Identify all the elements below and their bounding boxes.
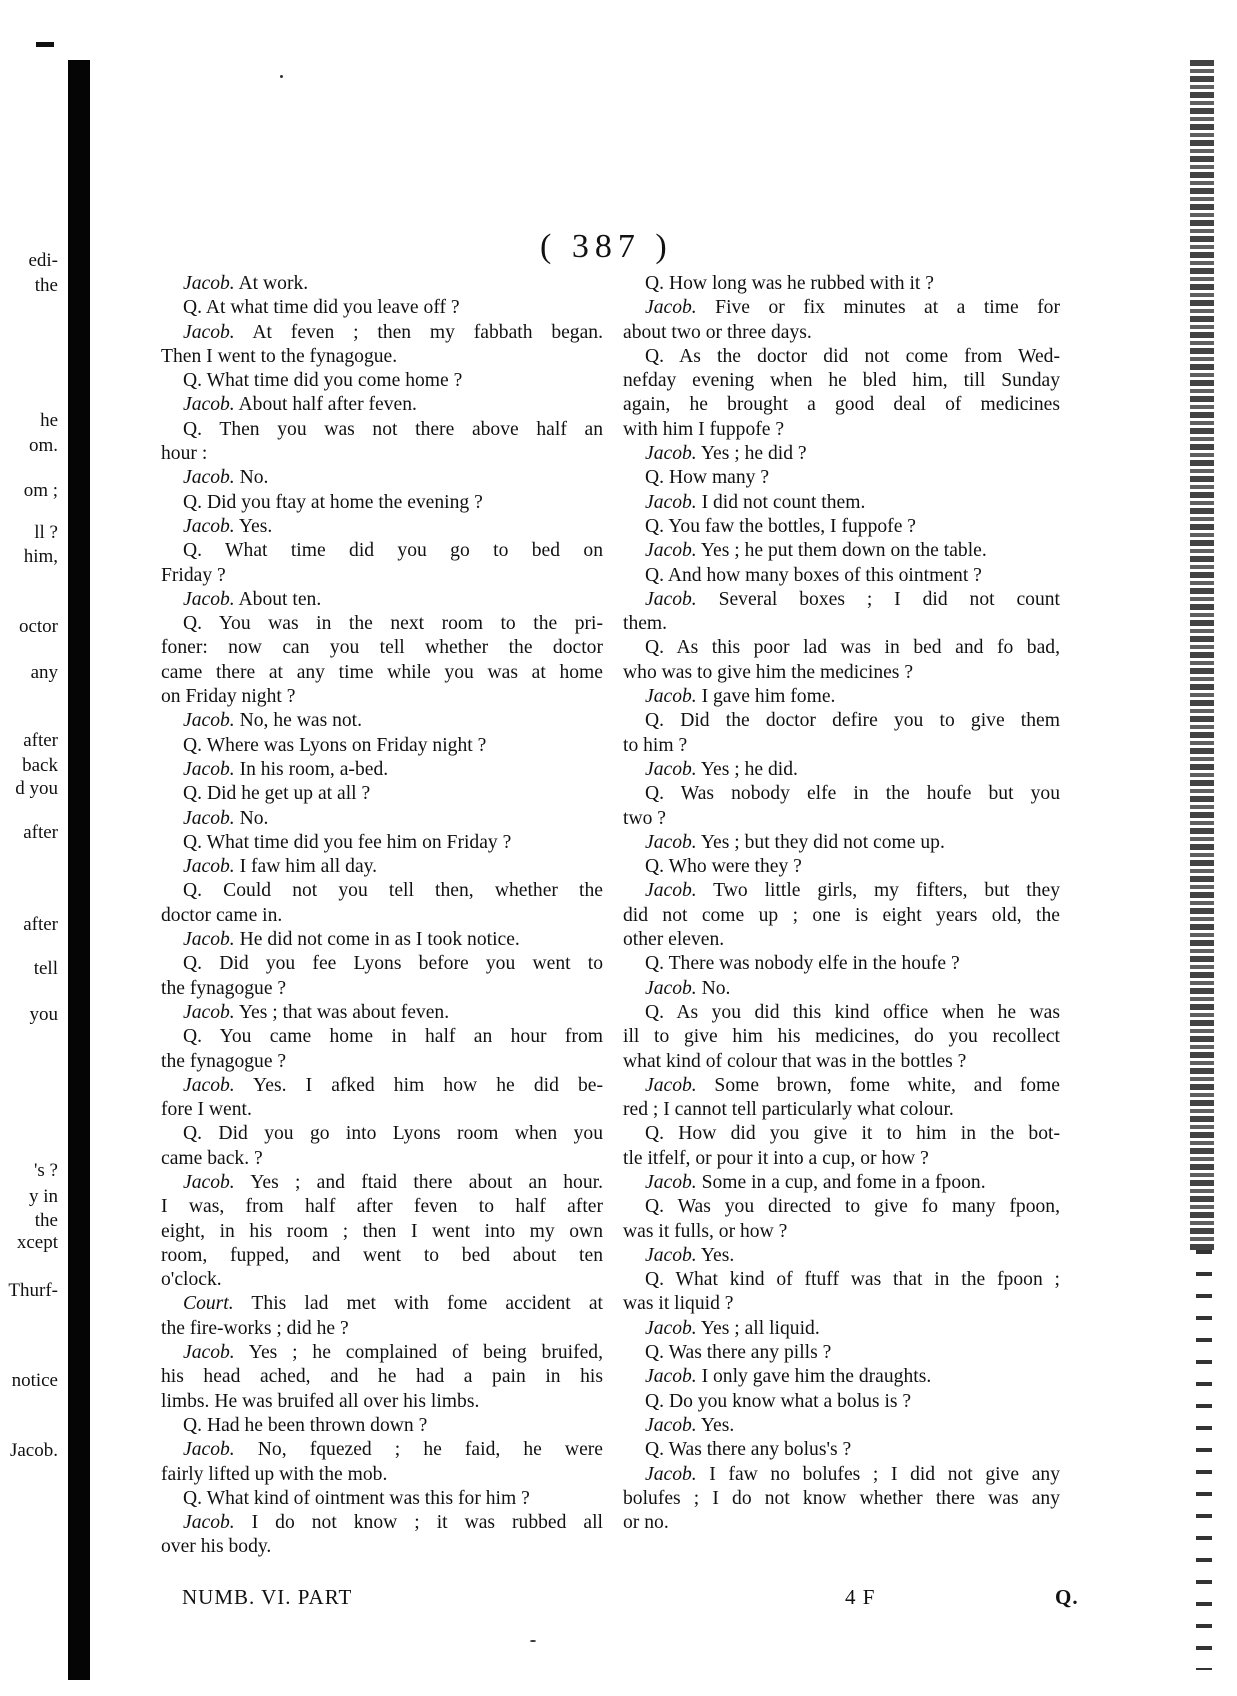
text-line: the fynagogue ? — [161, 977, 287, 999]
text-line: Q. Was there any bolus's ? — [645, 1439, 852, 1461]
text-line: Jacob. I did not count them. — [645, 491, 866, 513]
text-line: other eleven. — [623, 929, 725, 951]
margin-fragment: him, — [23, 546, 58, 567]
speaker-label: Jacob. — [645, 1171, 697, 1193]
text-line: the fire-works ; did he ? — [161, 1317, 349, 1339]
text-line: Friday ? — [161, 564, 226, 586]
text-line: bolufes ; I do not know whether there was any — [623, 1487, 1060, 1509]
text-line: ill to give him his medicines, do you recollect — [623, 1026, 1060, 1048]
text-line: Jacob. He did not come in as I took notice. — [183, 929, 520, 951]
text-line: Jacob. Yes ; he did ? — [645, 443, 807, 465]
text-line: Jacob. About half after feven. — [183, 394, 417, 416]
text-line: Court. This lad met with fome accident at — [183, 1293, 603, 1315]
text-line: Q. Could not you tell then, whether the — [183, 880, 603, 902]
speaker-label: Court. — [183, 1293, 234, 1315]
speaker-label: Jacob. — [183, 929, 235, 951]
margin-fragment: d you — [15, 778, 58, 799]
text-line: Q. Where was Lyons on Friday night ? — [183, 734, 487, 756]
page-number: ( 387 ) — [540, 228, 673, 265]
text-line: two ? — [623, 807, 666, 829]
text-line: was it fulls, or how ? — [623, 1220, 788, 1242]
text-line: Jacob. I faw no bolufes ; I did not give any — [645, 1463, 1060, 1485]
margin-fragment: back — [22, 755, 58, 776]
margin-fragment: om ; — [23, 480, 58, 501]
speaker-label: Jacob. — [183, 1342, 235, 1364]
margin-fragment: edi- — [28, 250, 58, 271]
text-line: Jacob. I faw him all day. — [183, 856, 378, 878]
text-line: Q. How long was he rubbed with it ? — [645, 273, 934, 294]
text-line: Q. You came home in half an hour from — [183, 1026, 603, 1048]
text-line: Jacob. I only gave him the draughts. — [645, 1366, 932, 1388]
text-line: fore I went. — [161, 1099, 252, 1121]
text-line: was it liquid ? — [623, 1293, 734, 1315]
binding-gutter — [68, 60, 90, 1680]
text-line: Jacob. I do not know ; it was rubbed all — [183, 1512, 603, 1534]
speaker-label: Jacob. — [645, 1366, 697, 1388]
text-line: Q. Did you go into Lyons room when you — [183, 1123, 603, 1145]
text-line: came back. ? — [161, 1147, 263, 1169]
text-line: Q. Was nobody elfe in the houfe but you — [645, 783, 1060, 805]
text-line: o'clock. — [161, 1269, 222, 1291]
text-line: limbs. He was bruifed all over his limbs. — [161, 1390, 480, 1412]
speaker-label: Jacob. — [645, 880, 697, 902]
text-line: hour : — [161, 443, 208, 465]
text-line: over his body. — [161, 1536, 272, 1558]
text-line: did not come up ; one is eight years old, the — [623, 904, 1060, 926]
text-line: Q. Who were they ? — [645, 856, 802, 878]
margin-fragment: after — [23, 730, 58, 751]
text-line: them. — [623, 613, 668, 635]
speaker-label: Jacob. — [183, 807, 235, 829]
text-line: Q. As you did this kind office when he was — [645, 1001, 1060, 1023]
text-line: nefday evening when he bled him, till Sunday — [623, 370, 1060, 392]
margin-fragment: Jacob. — [9, 1440, 58, 1461]
margin-fragment: octor — [18, 616, 58, 637]
left-column — [161, 272, 603, 1560]
text-line: Q. At what time did you leave off ? — [183, 297, 460, 319]
right-column — [623, 272, 1060, 1535]
text-line: Jacob. Yes. — [645, 1414, 735, 1436]
margin-fragment: you — [29, 1004, 58, 1025]
text-line: Q. Had he been thrown down ? — [183, 1414, 428, 1436]
speaker-label: Jacob. — [183, 1074, 235, 1096]
text-line: Q. And how many boxes of this ointment ? — [645, 564, 982, 586]
text-line: Q. Was you directed to give fo many fpoon, — [645, 1196, 1060, 1218]
text-line: Jacob. Yes. — [183, 515, 273, 537]
text-line: Jacob. Yes ; but they did not come up. — [645, 831, 945, 853]
text-line: Q. As the doctor did not come from Wed- — [645, 345, 1060, 367]
text-line: room, fupped, and went to bed about ten — [161, 1244, 603, 1266]
speaker-label: Jacob. — [183, 394, 235, 416]
text-line: Q. What time did you go to bed on — [183, 540, 603, 562]
text-line: fairly lifted up with the mob. — [161, 1463, 388, 1485]
text-line: Jacob. No, he was not. — [183, 710, 363, 732]
text-line: Then I went to the fynagogue. — [161, 345, 398, 367]
text-line: to him ? — [623, 734, 688, 756]
speaker-label: Jacob. — [183, 273, 235, 294]
text-line: Jacob. Some brown, fome white, and fome — [645, 1074, 1060, 1096]
speaker-label: Jacob. — [183, 1171, 235, 1193]
text-line: Jacob. No. — [183, 467, 269, 489]
margin-fragment: 's ? — [33, 1160, 58, 1181]
speaker-label: Jacob. — [645, 588, 697, 610]
text-line: doctor came in. — [161, 904, 283, 926]
speaker-label: Jacob. — [645, 1244, 697, 1266]
text-line: Jacob. At work. — [183, 273, 309, 294]
text-line: Q. What kind of ftuff was that in the fpoon ; — [645, 1269, 1060, 1291]
text-line: Jacob. Yes ; he complained of being bruifed, — [183, 1342, 603, 1364]
text-line: I was, from half after feven to half after — [161, 1196, 603, 1218]
speaker-label: Jacob. — [645, 297, 697, 319]
text-line: Q. There was nobody elfe in the houfe ? — [645, 953, 960, 975]
margin-fragment: Thurf- — [8, 1280, 58, 1301]
text-line: tle itfelf, or pour it into a cup, or how ? — [623, 1147, 929, 1169]
margin-fragment: tell — [33, 958, 58, 979]
margin-fragment: notice — [11, 1370, 58, 1391]
text-line: Q. As this poor lad was in bed and fo bad, — [645, 637, 1060, 659]
margin-fragment: y in — [28, 1186, 58, 1207]
margin-fragment: the — [34, 1210, 58, 1231]
speaker-label: Jacob. — [183, 467, 235, 489]
speaker-label: Jacob. — [183, 321, 235, 343]
speaker-label: Jacob. — [183, 1439, 235, 1461]
speck — [530, 1640, 536, 1642]
speaker-label: Jacob. — [183, 710, 235, 732]
text-line: Q. Then you was not there above half an — [183, 418, 603, 440]
text-line: Q. Did you fee Lyons before you went to — [183, 953, 603, 975]
catchword: Q. — [1055, 1585, 1079, 1609]
text-line: or no. — [623, 1512, 669, 1534]
speaker-label: Jacob. — [183, 515, 235, 537]
speaker-label: Jacob. — [183, 588, 235, 610]
speaker-label: Jacob. — [645, 758, 697, 780]
speaker-label: Jacob. — [645, 443, 697, 465]
text-line: Jacob. At feven ; then my fabbath began. — [183, 321, 603, 343]
text-line: Jacob. Yes ; that was about feven. — [183, 1001, 450, 1023]
text-line: Jacob. No. — [645, 977, 731, 999]
speaker-label: Jacob. — [183, 1512, 235, 1534]
margin-fragment: xcept — [16, 1232, 58, 1253]
text-line: Jacob. Yes. I afked him how he did be- — [183, 1074, 603, 1096]
speaker-label: Jacob. — [645, 831, 697, 853]
text-line: who was to give him the medicines ? — [623, 661, 914, 683]
text-line: Q. You faw the bottles, I fuppofe ? — [645, 515, 917, 537]
speaker-label: Jacob. — [645, 491, 697, 513]
text-line: again, he brought a good deal of medicines — [623, 394, 1060, 416]
text-line: Q. Was there any pills ? — [645, 1342, 832, 1364]
text-line: Jacob. Yes ; all liquid. — [645, 1317, 820, 1339]
text-line: Q. What time did you fee him on Friday ? — [183, 831, 512, 853]
text-line: Jacob. No. — [183, 807, 269, 829]
page-edge-fragments — [1196, 1250, 1212, 1670]
margin-fragment: he — [40, 410, 58, 431]
text-line: his head ached, and he had a pain in his — [161, 1366, 603, 1388]
text-line: with him I fuppofe ? — [623, 418, 785, 440]
text-line: Jacob. Yes. — [645, 1244, 735, 1266]
speaker-label: Jacob. — [183, 1001, 235, 1023]
speaker-label: Jacob. — [183, 758, 235, 780]
margin-fragment: any — [30, 662, 58, 683]
speaker-label: Jacob. — [645, 686, 697, 708]
text-line: Q. You was in the next room to the pri- — [183, 613, 603, 635]
margin-fragment: after — [23, 914, 58, 935]
text-line: Jacob. About ten. — [183, 588, 322, 610]
speaker-label: Jacob. — [645, 977, 697, 999]
footer-part-label: NUMB. VI. PART — [182, 1585, 353, 1609]
text-line: about two or three days. — [623, 321, 812, 343]
text-line: Jacob. Five or fix minutes at a time for — [645, 297, 1060, 319]
text-line: the fynagogue ? — [161, 1050, 287, 1072]
signature-mark: 4 F — [845, 1585, 876, 1609]
text-line: Jacob. Yes ; he did. — [645, 758, 798, 780]
margin-fragment: after — [23, 822, 58, 843]
text-line: came there at any time while you was at home — [161, 661, 603, 683]
text-line: Q. What time did you come home ? — [183, 370, 463, 392]
speaker-label: Jacob. — [645, 540, 697, 562]
margin-fragment: the — [34, 275, 58, 296]
speck — [280, 75, 283, 78]
text-line: red ; I cannot tell particularly what colour. — [623, 1099, 954, 1121]
speaker-label: Jacob. — [183, 856, 235, 878]
text-line: Jacob. Two little girls, my fifters, but they — [645, 880, 1060, 902]
text-line: Q. How did you give it to him in the bot- — [645, 1123, 1060, 1145]
text-line: Jacob. Some in a cup, and fome in a fpoon. — [645, 1171, 986, 1193]
text-line: Q. How many ? — [645, 467, 770, 489]
text-line: Q. Did you ftay at home the evening ? — [183, 491, 483, 513]
text-line: Q. Do you know what a bolus is ? — [645, 1390, 912, 1412]
speaker-label: Jacob. — [645, 1317, 697, 1339]
facing-page-fragments — [0, 0, 62, 1696]
speaker-label: Jacob. — [645, 1414, 697, 1436]
text-line: Jacob. In his room, a-bed. — [183, 758, 389, 780]
text-line: Jacob. No, fquezed ; he faid, he were — [183, 1439, 603, 1461]
text-line: Q. Did he get up at all ? — [183, 783, 371, 805]
text-line: Jacob. Yes ; he put them down on the table. — [645, 540, 987, 562]
text-line: what kind of colour that was in the bottles ? — [623, 1050, 967, 1072]
text-line: Jacob. I gave him fome. — [645, 686, 836, 708]
margin-fragment: om. — [28, 435, 58, 456]
speaker-label: Jacob. — [645, 1074, 697, 1096]
margin-fragment: ll ? — [34, 522, 58, 543]
text-line: Jacob. Several boxes ; I did not count — [645, 588, 1060, 610]
text-line: on Friday night ? — [161, 686, 296, 708]
speaker-label: Jacob. — [645, 1463, 697, 1485]
text-line: Q. Did the doctor defire you to give them — [645, 710, 1060, 732]
text-line: Jacob. Yes ; and ftaid there about an hour. — [183, 1171, 603, 1193]
text-line: foner: now can you tell whether the doctor — [161, 637, 603, 659]
text-line: eight, in his room ; then I went into my own — [161, 1220, 603, 1242]
text-line: Q. What kind of ointment was this for him ? — [183, 1487, 530, 1509]
